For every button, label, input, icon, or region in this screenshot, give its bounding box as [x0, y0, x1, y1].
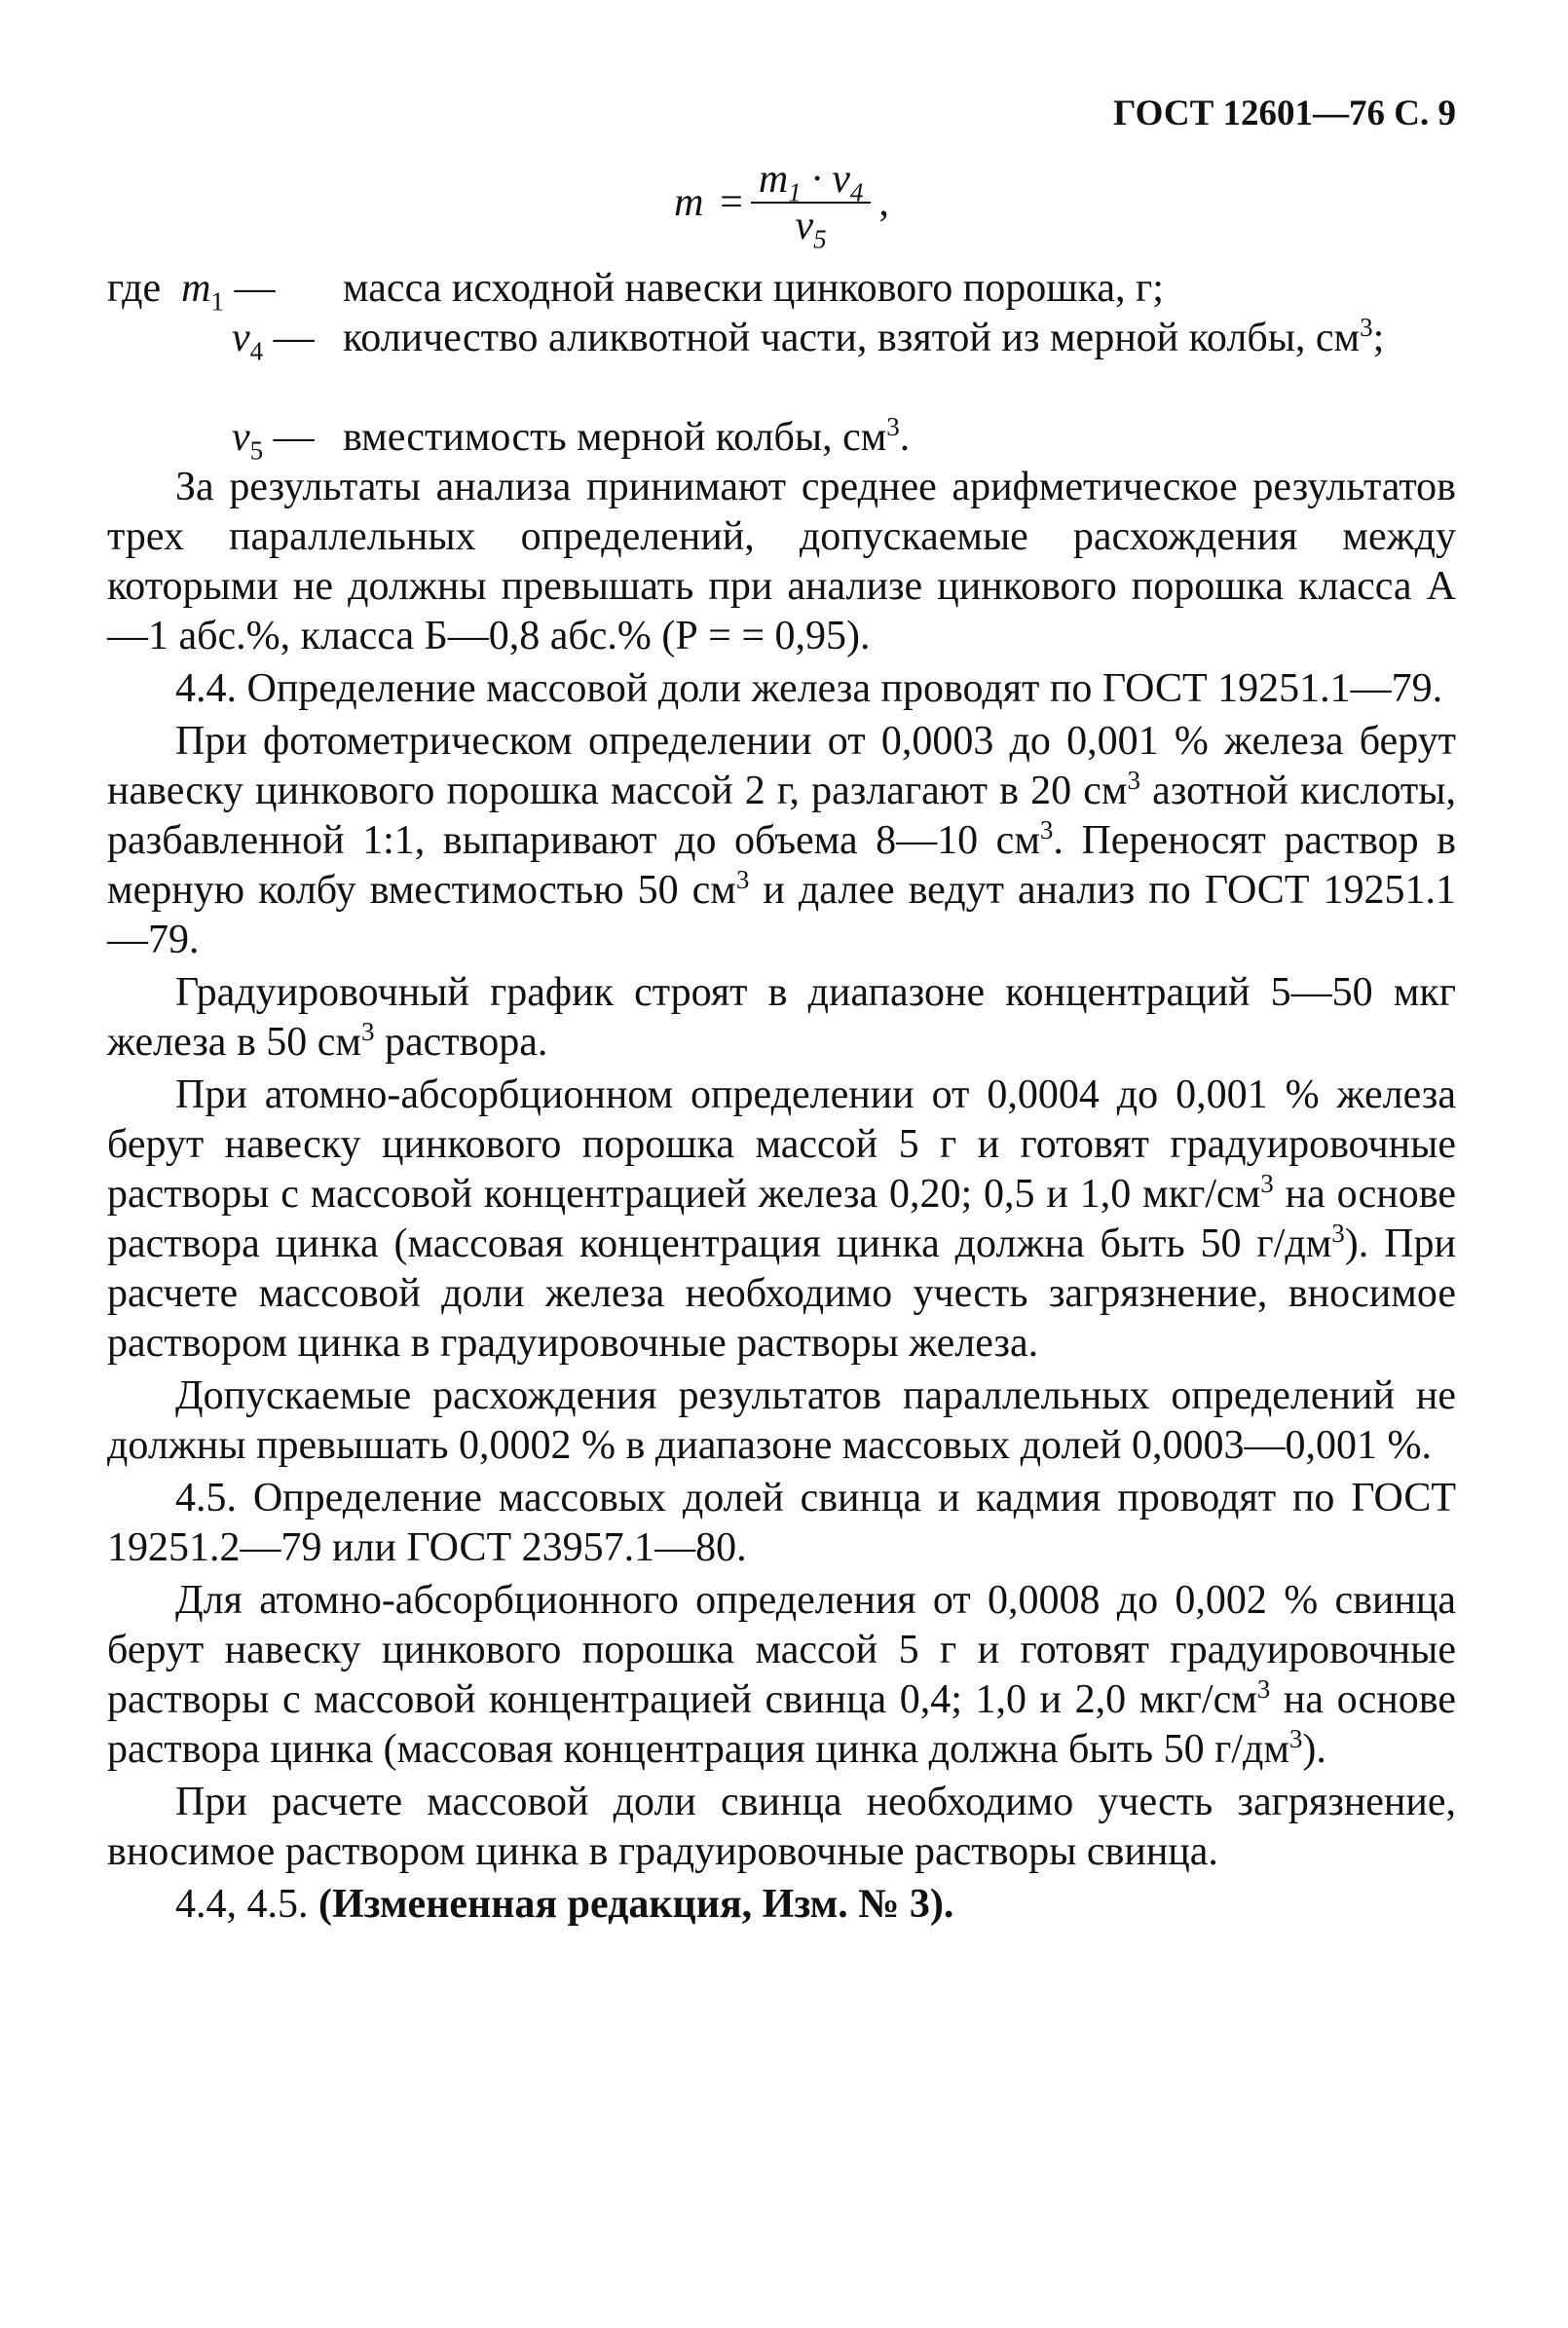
document-page	[107, 93, 1456, 2274]
paragraph-atomic-lead: Для атомно-абсорбционного определения от 0,0008 до 0,002 % свинца берут навеску цинкового порошка массой 5 г и готовят градуировочные растворы с массовой концентрацией свинца 0,4; 1,0 и 2,0 мкг/$см^3$ на основе раствора цинка (массовая концентрация цинка должна быть 50 $г/дм^3$).	[107, 1578, 1456, 1772]
paragraph-lead-contamination: При расчете массовой доли свинца необходимо учесть загрязнение, вносимое раствором цинка в градуировочные растворы свинца.	[107, 1780, 1456, 1874]
formula-denominator: $v_5$	[795, 204, 827, 254]
formula-comma: ,	[878, 179, 889, 225]
formula-equals: =	[717, 179, 745, 225]
paragraph-tolerance: Допускаемые расхождения результатов параллельных определений не должны превышать 0,0002 % в диапазоне массовых долей 0,0003—0,001 %.	[107, 1373, 1456, 1468]
paragraph-atomic-iron: При атомно-абсорбционном определении от 0,0004 до 0,001 % железа берут навеску цинкового порошка массой 5 г и готовят градуировочные растворы с массовой концентрацией железа 0,20; 0,5 и 1,0 мкг/$см^3$ на основе раствора цинка (массовая концентрация цинка должна быть 50 $г/дм^3$). При расчете массовой доли железа необходимо учесть загрязнение, вносимое раствором цинка в градуировочные растворы железа.	[107, 1072, 1457, 1366]
revision-label: (Измененная редакция, Изм. № 3).	[318, 1882, 954, 1927]
variable-definitions: где $m_1$ — масса исходной навески цинкового порошка, г; $v_4$ — количество аликвотной части, взятой из мерной колбы, $см^3$; $v_5$ — вместимость мерной колбы, $см^3$.	[107, 266, 1385, 466]
paragraph-photometric: При фотометрическом определении от 0,0003 до 0,001 % железа берут навеску цинкового порошка массой 2 г, разлагают в 20 $см^3$ азотной кислоты, разбавленной 1:1, выпаривают до объема 8—10 $см^3$. Переносят раствор в мерную колбу вместимостью 50 $см^3$ и далее ведут анализ по ГОСТ 19251.1—79.	[107, 719, 1457, 962]
paragraph-results: За результаты анализа принимают среднее арифметическое результатов трех параллельных определений, допускаемые расхождения между которыми не должны превышать при анализе цинкового порошка класса А—1 абс.%, класса Б—0,8 абс.% (Р = = 0,95).	[107, 465, 1456, 658]
formula-lhs: m	[674, 179, 704, 225]
paragraph-4-4: 4.4. Определение массовой доли железа проводят по ГОСТ 19251.1—79.	[175, 666, 1443, 711]
formula-fraction	[751, 157, 872, 254]
formula	[107, 145, 1456, 260]
paragraph-revision-note: 4.4, 4.5. (Измененная редакция, Изм. № 3).	[175, 1882, 954, 1927]
paragraph-calibration: Градуировочный график строят в диапазоне концентраций 5—50 мкг железа в 50 $см^3$ раствора.	[107, 970, 1456, 1065]
paragraph-4-5: 4.5. Определение массовых долей свинца и кадмия проводят по ГОСТ 19251.2—79 или ГОСТ 23957.1—80.	[107, 1476, 1456, 1570]
formula-numerator: $m_1 \cdot v_4$	[751, 157, 872, 204]
page-header: ГОСТ 12601—76 С. 9	[1113, 94, 1456, 133]
